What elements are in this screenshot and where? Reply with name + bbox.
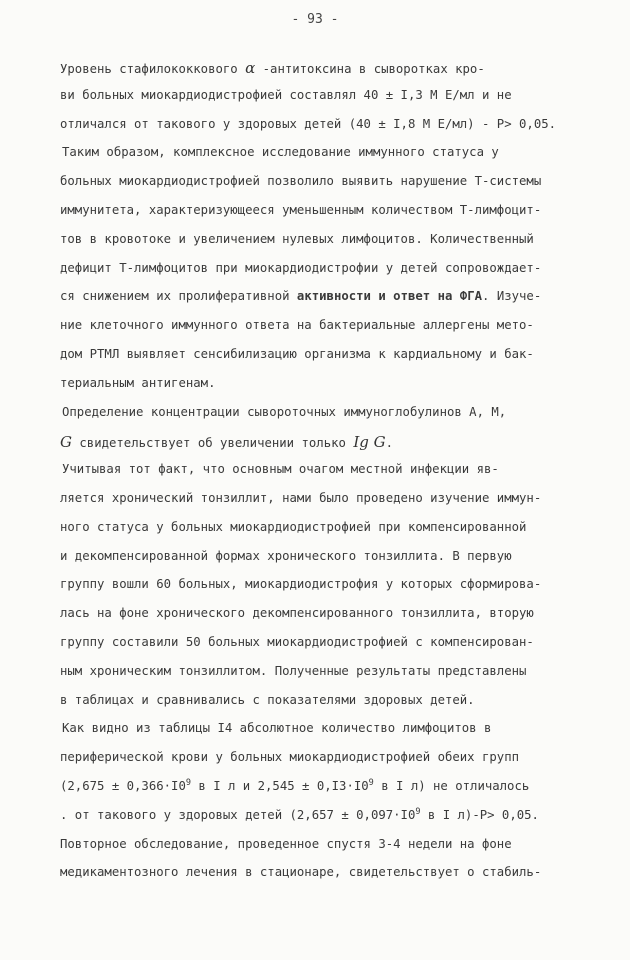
text-segment: ся снижением их пролиферативной (60, 289, 297, 304)
text-segment: . Изуче- (482, 289, 542, 304)
text-segment: Повторное обследование, проведенное спустя 3-4 недели на фоне (60, 836, 512, 851)
text-segment: группу вошли 60 больных, миокардиодистрофия у которых сформирова- (60, 577, 542, 592)
text-line (60, 59, 485, 77)
text-line (60, 203, 541, 217)
text-line (60, 289, 541, 303)
text-segment: иммунитета, характеризующееся уменьшенным количеством Т-лимфоцит- (60, 203, 542, 217)
text-line (60, 88, 512, 102)
text-line (60, 664, 526, 678)
text-line (60, 549, 512, 563)
text-segment: Определение концентрации сывороточных иммуноглобулинов А, М, (62, 404, 507, 419)
text-line (60, 808, 539, 822)
text-line (62, 721, 491, 735)
text-segment: ние клеточного иммунного ответа на бактериальные аллергены мето- (60, 318, 534, 333)
text-segment: . (385, 436, 393, 451)
text-segment: Как видно из таблицы I4 абсолютное количество лимфоцитов в (62, 721, 492, 736)
page-number: - 93 - (291, 12, 339, 27)
text-line (60, 577, 541, 591)
superscript: 9 (185, 777, 191, 788)
text-segment: Уровень стафилококкового (60, 62, 246, 76)
handwritten-symbol: α (245, 59, 256, 77)
text-line (60, 606, 534, 620)
text-segment: Учитывая тот факт, что основным очагом местной инфекции яв- (62, 462, 499, 477)
text-segment: дефицит Т-лимфоцитов при миокардиодистрофии у детей сопровождает- (60, 260, 542, 275)
text-line (60, 693, 475, 707)
text-line (60, 232, 534, 246)
text-segment: териальным антигенам. (60, 375, 216, 390)
text-segment: . от такового у здоровых детей (2,657 ± 0,097·I0 (60, 807, 416, 822)
text-line (60, 837, 512, 851)
text-segment: в таблицах и сравнивались с показателями здоровых детей. (60, 692, 475, 707)
text-line (60, 865, 541, 879)
superscript: 9 (415, 806, 421, 817)
text-line (60, 261, 541, 275)
text-line (60, 117, 556, 131)
text-segment: группу составили 50 больных миокардиодистрофией с компенсирован- (60, 635, 534, 649)
text-segment: ви больных миокардиодистрофией составлял 40 ± I,3 М Е/мл и не (60, 87, 512, 102)
text-segment: отличался от такового у здоровых детей (40 ± I,8 М Е/мл) - Р> 0,05. (60, 116, 557, 131)
text-segment: дом РТМЛ выявляет сенсибилизацию организма к кардиальному и бак- (60, 347, 534, 361)
text-segment: свидетельствует об увеличении только (71, 436, 354, 451)
text-line (62, 462, 499, 476)
text-segment: в I л и 2,545 ± 0,I3·I0 (190, 779, 369, 793)
text-segment: ным хроническим тонзиллитом. Полученные результаты представлены (60, 663, 527, 678)
text-line (60, 635, 534, 649)
text-segment: лась на фоне хронического декомпенсированного тонзиллита, вторую (60, 606, 534, 621)
text-line (60, 376, 215, 390)
text-segment: Таким образом, комплексное исследование иммунного статуса у (62, 145, 499, 160)
text-segment: и декомпенсированной формах хронического тонзиллита. В первую (60, 548, 512, 563)
text-segment: больных миокардиодистрофией позволило выявить нарушение Т-системы (60, 174, 542, 189)
superscript: 9 (368, 777, 374, 788)
text-line (60, 433, 393, 451)
text-line (62, 405, 506, 419)
text-line (60, 318, 534, 332)
text-segment: медикаментозного лечения в стационаре, свидетельствует о стабиль- (60, 865, 542, 880)
text-segment: (2,675 ± 0,366·I0 (60, 779, 186, 793)
text-segment: ного статуса у больных миокардиодистрофией при компенсированной (60, 519, 527, 534)
text-segment: в I л) не отличалось (373, 779, 530, 793)
text-line (60, 174, 541, 188)
text-segment: тов в кровотоке и увеличением нулевых лимфоцитов. Количественный (60, 231, 534, 246)
text-line (60, 347, 534, 361)
text-segment: ляется хронический тонзиллит, нами было проведено изучение иммун- (60, 491, 542, 505)
text-line (60, 750, 519, 764)
text-line (60, 779, 529, 793)
text-line (60, 520, 526, 534)
text-line (60, 491, 541, 505)
text-segment: периферической крови у больных миокардиодистрофией обеих групп (60, 750, 520, 765)
handwritten-symbol: G (60, 433, 72, 452)
text-segment: в I л)-Р> 0,05. (420, 807, 539, 822)
text-segment: -антитоксина в сыворотках кро- (255, 62, 485, 76)
handwritten-symbol: Ig G (353, 433, 386, 452)
text-line (62, 145, 499, 159)
bold-text: активности и ответ на ФГА (296, 289, 483, 304)
